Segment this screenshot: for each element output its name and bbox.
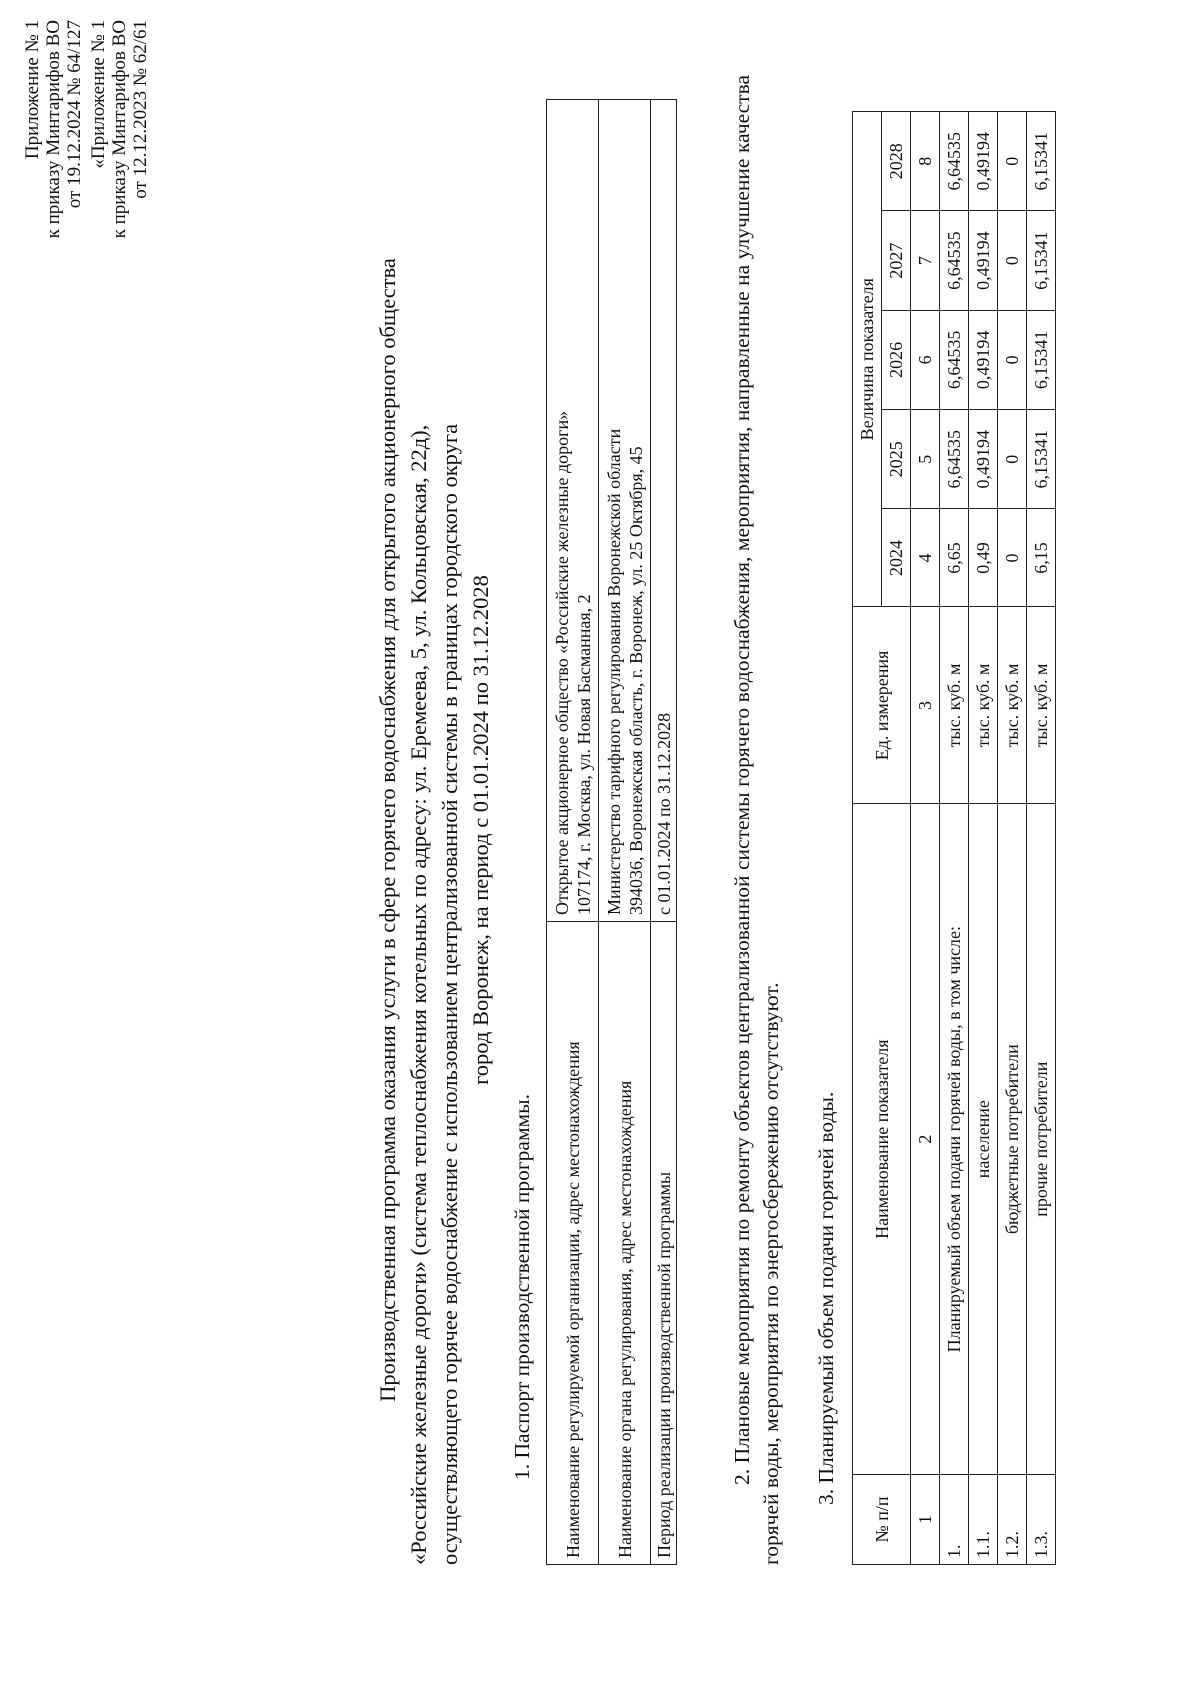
passport-value: с 01.01.2024 по 31.12.2028: [651, 100, 677, 922]
column-number: 5: [911, 410, 940, 509]
row-value: 6,15341: [1027, 112, 1056, 211]
appendix-line: к приказу Минтарифов ВО: [109, 20, 130, 239]
row-unit: тыс. куб. м: [1027, 607, 1056, 804]
row-value: 0,49194: [969, 310, 998, 409]
passport-value-line: Открытое акционерное общество «Российские железные дороги»: [551, 410, 572, 915]
row-value: 6,65: [940, 509, 969, 607]
section-2-text: 2. Плановые мероприятия по ремонту объектов централизованной системы горячего водоснабжения, мероприятия, направленные на улучшение качества горячей воды, мероприятия по энергосбережению отсутствуют.: [730, 75, 783, 1565]
row-num: 1.: [940, 1474, 969, 1564]
passport-value: [547, 100, 599, 922]
passport-value-line: 394036, Воронежская область, г. Воронеж, ул. 25 Октября, 45: [625, 446, 646, 915]
title-line: «Российские железные дороги» (система теплоснабжения котельных по адресу: ул. Еремеева, 5, ул. Кольцовская, 22д),: [406, 424, 431, 1565]
row-value: 6,64535: [940, 310, 969, 409]
title-line: осуществляющего горячее водоснабжение с использованием централизованной системы в границах городского округа: [437, 423, 462, 1565]
passport-value: [599, 100, 651, 922]
table-row: [998, 112, 1027, 1565]
appendix-line: «Приложение № 1: [88, 20, 109, 169]
passport-label: Наименование регулируемой организации, адрес местонахождения: [547, 922, 599, 1565]
row-value: 0: [998, 410, 1027, 509]
column-number: 8: [911, 112, 940, 211]
row-name: Планируемый объем подачи горячей воды, в том числе:: [940, 804, 969, 1475]
table-row: [940, 112, 969, 1565]
header-name: Наименование показателя: [853, 804, 911, 1475]
table-header-row: [853, 112, 882, 1565]
title-line: Производственная программа оказания услуги в сфере горячего водоснабжения для открытого акционерного общества: [375, 258, 400, 1402]
row-value: 0: [998, 112, 1027, 211]
column-number: 1: [911, 1474, 940, 1564]
row-value: 0,49: [969, 509, 998, 607]
section-3-heading: 3. Планируемый объем подачи горячей воды.: [814, 1091, 838, 1505]
row-value: 6,64535: [940, 211, 969, 310]
row-value: 0: [998, 310, 1027, 409]
row-value: 6,15: [1027, 509, 1056, 607]
header-year: 2027: [882, 211, 911, 310]
header-year: 2024: [882, 509, 911, 607]
row-value: 0: [998, 211, 1027, 310]
row-name: прочие потребители: [1027, 804, 1056, 1475]
title-line: город Воронеж, на период с 01.01.2024 по 31.12.2028: [468, 575, 493, 1085]
passport-label: Период реализации производственной программы: [651, 922, 677, 1565]
row-value: 6,15341: [1027, 211, 1056, 310]
row-num: 1.1.: [969, 1474, 998, 1564]
row-value: 6,15341: [1027, 310, 1056, 409]
passport-value-line: 107174, г. Москва, ул. Новая Басманная, 2: [573, 594, 594, 915]
row-unit: тыс. куб. м: [998, 607, 1027, 804]
row-unit: тыс. куб. м: [969, 607, 998, 804]
section-1-heading: 1. Паспорт производственной программы.: [510, 1094, 534, 1480]
header-unit: Ед. измерения: [853, 607, 911, 804]
appendix-line: Приложение № 1: [22, 20, 43, 160]
table-row: [969, 112, 998, 1565]
appendix-line: от 19.12.2024 № 64/127: [64, 20, 85, 209]
header-year: 2028: [882, 112, 911, 211]
row-value: 0,49194: [969, 211, 998, 310]
row-value: 6,64535: [940, 410, 969, 509]
column-number-row: [911, 112, 940, 1565]
appendix-line: от 12.12.2023 № 62/61: [130, 20, 151, 199]
header-year: 2026: [882, 310, 911, 409]
row-name: бюджетные потребители: [998, 804, 1027, 1475]
row-value: 0,49194: [969, 410, 998, 509]
header-num: № п/п: [853, 1474, 911, 1564]
row-num: 1.2.: [998, 1474, 1027, 1564]
header-year: 2025: [882, 410, 911, 509]
row-unit: тыс. куб. м: [940, 607, 969, 804]
table-row: [1027, 112, 1056, 1565]
appendix-header-current: [22, 20, 85, 238]
passport-table: [546, 99, 677, 1565]
appendix-header-previous: [88, 20, 151, 238]
row-value: 6,15341: [1027, 410, 1056, 509]
row-value: 6,64535: [940, 112, 969, 211]
column-number: 7: [911, 211, 940, 310]
document-title: [372, 95, 496, 1565]
row-value: 0: [998, 509, 1027, 607]
passport-value-line: Министерство тарифного регулирования Воронежской области: [603, 428, 624, 915]
passport-label: Наименование органа регулирования, адрес местонахождения: [599, 922, 651, 1565]
row-num: 1.3.: [1027, 1474, 1056, 1564]
appendix-line: к приказу Минтарифов ВО: [43, 20, 64, 239]
header-value-group: Величина показателя: [853, 112, 882, 608]
column-number: 2: [911, 804, 940, 1475]
column-number: 6: [911, 310, 940, 409]
column-number: 3: [911, 607, 940, 804]
table-row: [651, 100, 677, 1565]
water-volume-table: [852, 111, 1056, 1565]
table-row: [547, 100, 599, 1565]
row-value: 0,49194: [969, 112, 998, 211]
column-number: 4: [911, 509, 940, 607]
table-row: [599, 100, 651, 1565]
row-name: население: [969, 804, 998, 1475]
